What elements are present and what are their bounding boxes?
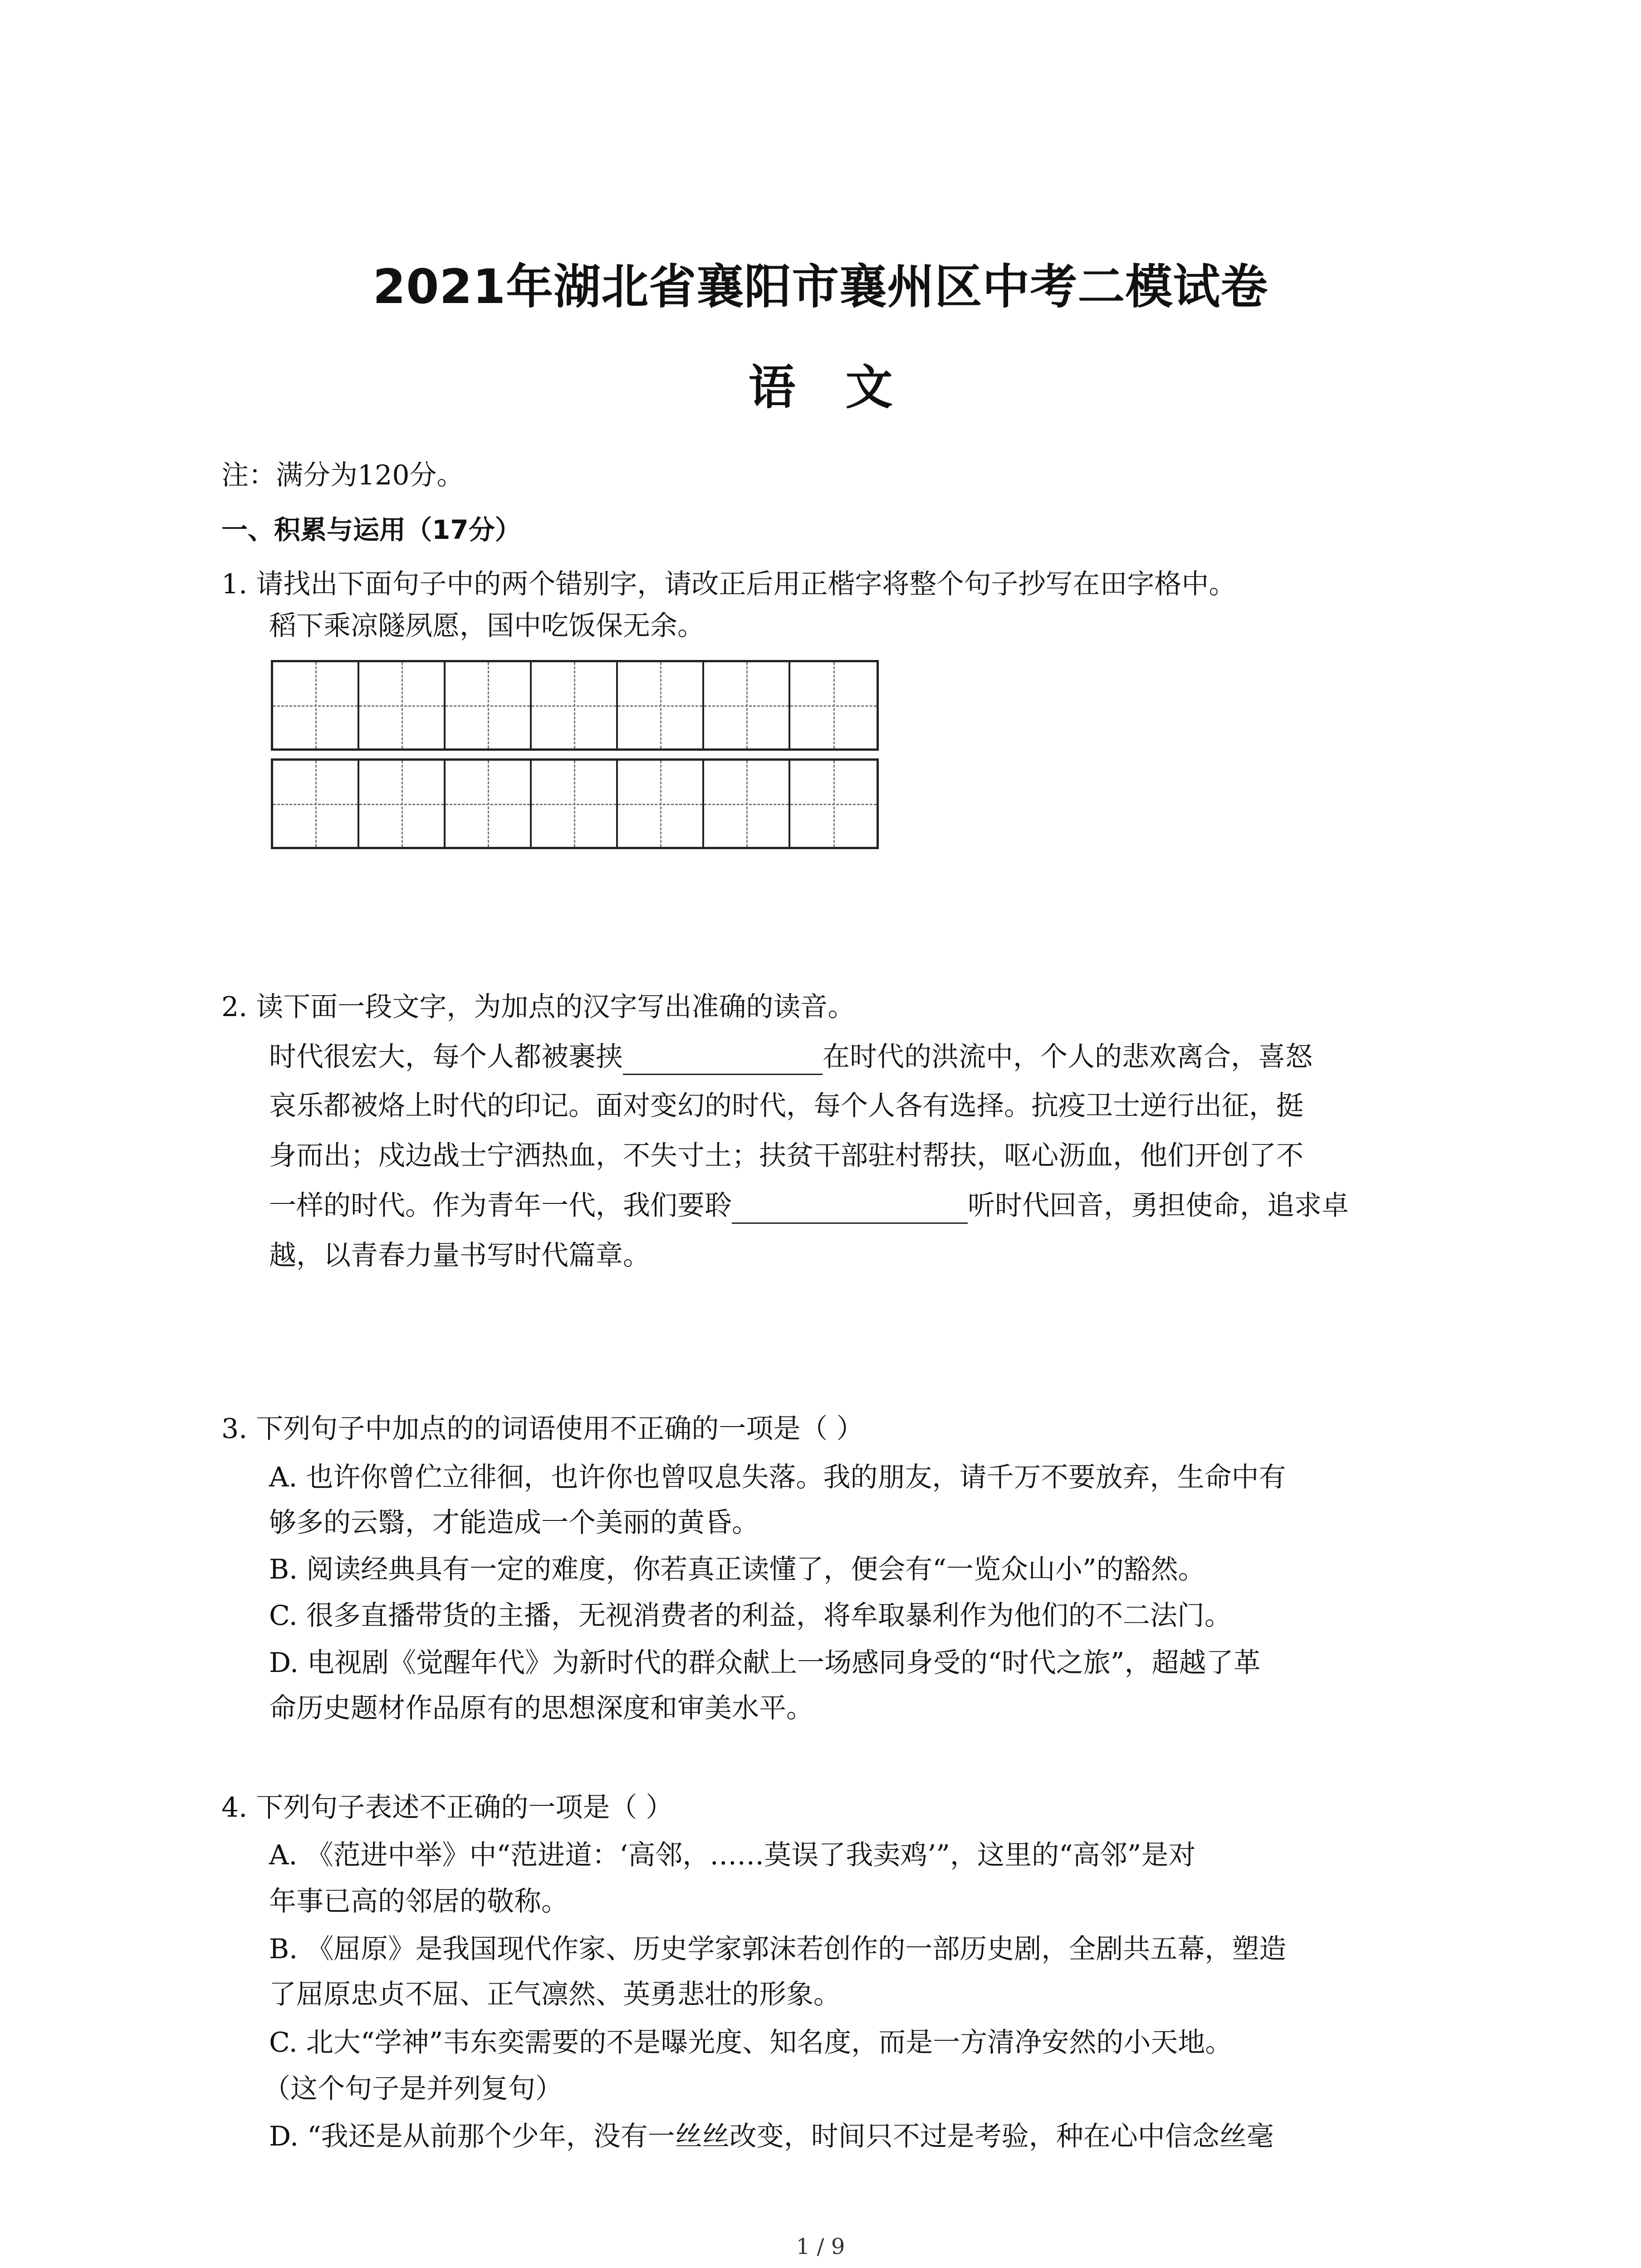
grid-cell[interactable] (446, 662, 532, 748)
subject-title: 语文 (748, 360, 943, 415)
q2-line-3: 身而出；戍边战士宁洒热血，不失寸土；扶贫干部驻村帮扶，呕心沥血，他们开创了不 (269, 1140, 1303, 1172)
section-heading: 一、积累与运用（17分） (221, 514, 521, 545)
grid-cell[interactable] (790, 662, 877, 748)
grid-cell[interactable] (273, 662, 359, 748)
grid-cell[interactable] (359, 662, 446, 748)
q4-option-c-2: （这个句子是并列复句） (263, 2073, 563, 2105)
q2-line-4 (269, 1188, 1349, 1224)
q4-option-d-1: D. “我还是从前那个少年，没有一丝丝改变，时间只不过是考验，种在心中信念丝毫 (269, 2121, 1274, 2152)
q3-option-a-1: A. 也许你曾伫立徘徊，也许你也曾叹息失落。我的朋友，请千万不要放弃，生命中有 (269, 1461, 1286, 1493)
grid-cell[interactable] (273, 761, 359, 847)
q3-option-d-2: 命历史题材作品原有的思想深度和审美水平。 (269, 1692, 813, 1724)
page-number: 1 / 9 (796, 2234, 845, 2259)
answer-blank-1[interactable] (623, 1045, 823, 1075)
q3-option-c: C. 很多直播带货的主播，无视消费者的利益，将牟取暴利作为他们的不二法门。 (269, 1600, 1232, 1632)
q3-stem: 3. 下列句子中加点的的词语使用不正确的一项是（ ） (221, 1413, 864, 1445)
q2-stem: 2. 读下面一段文字，为加点的汉字写出准确的读音。 (221, 991, 855, 1023)
exam-title: 2021年湖北省襄阳市襄州区中考二模试卷 (372, 259, 1269, 314)
q4-option-b-1: B. 《屈原》是我国现代作家、历史学家郭沫若创作的一部历史剧，全剧共五幕，塑造 (269, 1933, 1287, 1965)
score-note: 注：满分为120分。 (221, 459, 464, 491)
tianzige-row-1[interactable] (271, 660, 879, 751)
grid-cell[interactable] (618, 761, 704, 847)
q3-option-b: B. 阅读经典具有一定的难度，你若真正读懂了，便会有“一览众山小”的豁然。 (269, 1554, 1205, 1585)
q2-line-4-a: 一样的时代。作为青年一代，我们要聆 (269, 1190, 732, 1222)
q3-option-a-2: 够多的云翳，才能造成一个美丽的黄昏。 (269, 1507, 759, 1539)
q2-line-4-b: 听时代回音，勇担使命，追求卓 (968, 1190, 1349, 1222)
q2-line-1-a: 时代很宏大，每个人都被裹挟 (269, 1041, 623, 1073)
q4-stem: 4. 下列句子表述不正确的一项是（ ） (221, 1792, 673, 1823)
q2-line-2: 哀乐都被烙上时代的印记。面对变幻的时代，每个人各有选择。抗疫卫士逆行出征，挺 (269, 1090, 1303, 1122)
grid-cell[interactable] (446, 761, 532, 847)
q2-line-1 (269, 1039, 1313, 1075)
q4-option-c-1: C. 北大“学神”韦东奕需要的不是曝光度、知名度，而是一方清净安然的小天地。 (269, 2027, 1233, 2058)
grid-cell[interactable] (704, 761, 790, 847)
q1-stem: 1. 请找出下面句子中的两个错别字，请改正后用正楷字将整个句子抄写在田字格中。 (221, 568, 1236, 600)
q4-option-a-1: A. 《范进中举》中“范进道：‘高邻，……莫误了我卖鸡’”，这里的“高邻”是对 (269, 1839, 1196, 1871)
tianzige-row-2[interactable] (271, 758, 879, 849)
q3-option-d-1: D. 电视剧《觉醒年代》为新时代的群众献上一场感同身受的“时代之旅”，超越了革 (269, 1647, 1261, 1679)
q4-option-a-2: 年事已高的邻居的敬称。 (269, 1886, 568, 1917)
q2-line-1-b: 在时代的洪流中，个人的悲欢离合，喜怒 (823, 1041, 1313, 1073)
grid-cell[interactable] (532, 662, 618, 748)
q4-option-b-2: 了屈原忠贞不屈、正气凛然、英勇悲壮的形象。 (269, 1979, 841, 2010)
grid-cell[interactable] (704, 662, 790, 748)
q2-line-5: 越，以青春力量书写时代篇章。 (269, 1240, 650, 1271)
grid-cell[interactable] (790, 761, 877, 847)
grid-cell[interactable] (532, 761, 618, 847)
grid-cell[interactable] (618, 662, 704, 748)
answer-blank-2[interactable] (732, 1193, 968, 1224)
q1-sentence: 稻下乘凉隧夙愿，国中吃饭保无余。 (269, 610, 705, 642)
grid-cell[interactable] (359, 761, 446, 847)
